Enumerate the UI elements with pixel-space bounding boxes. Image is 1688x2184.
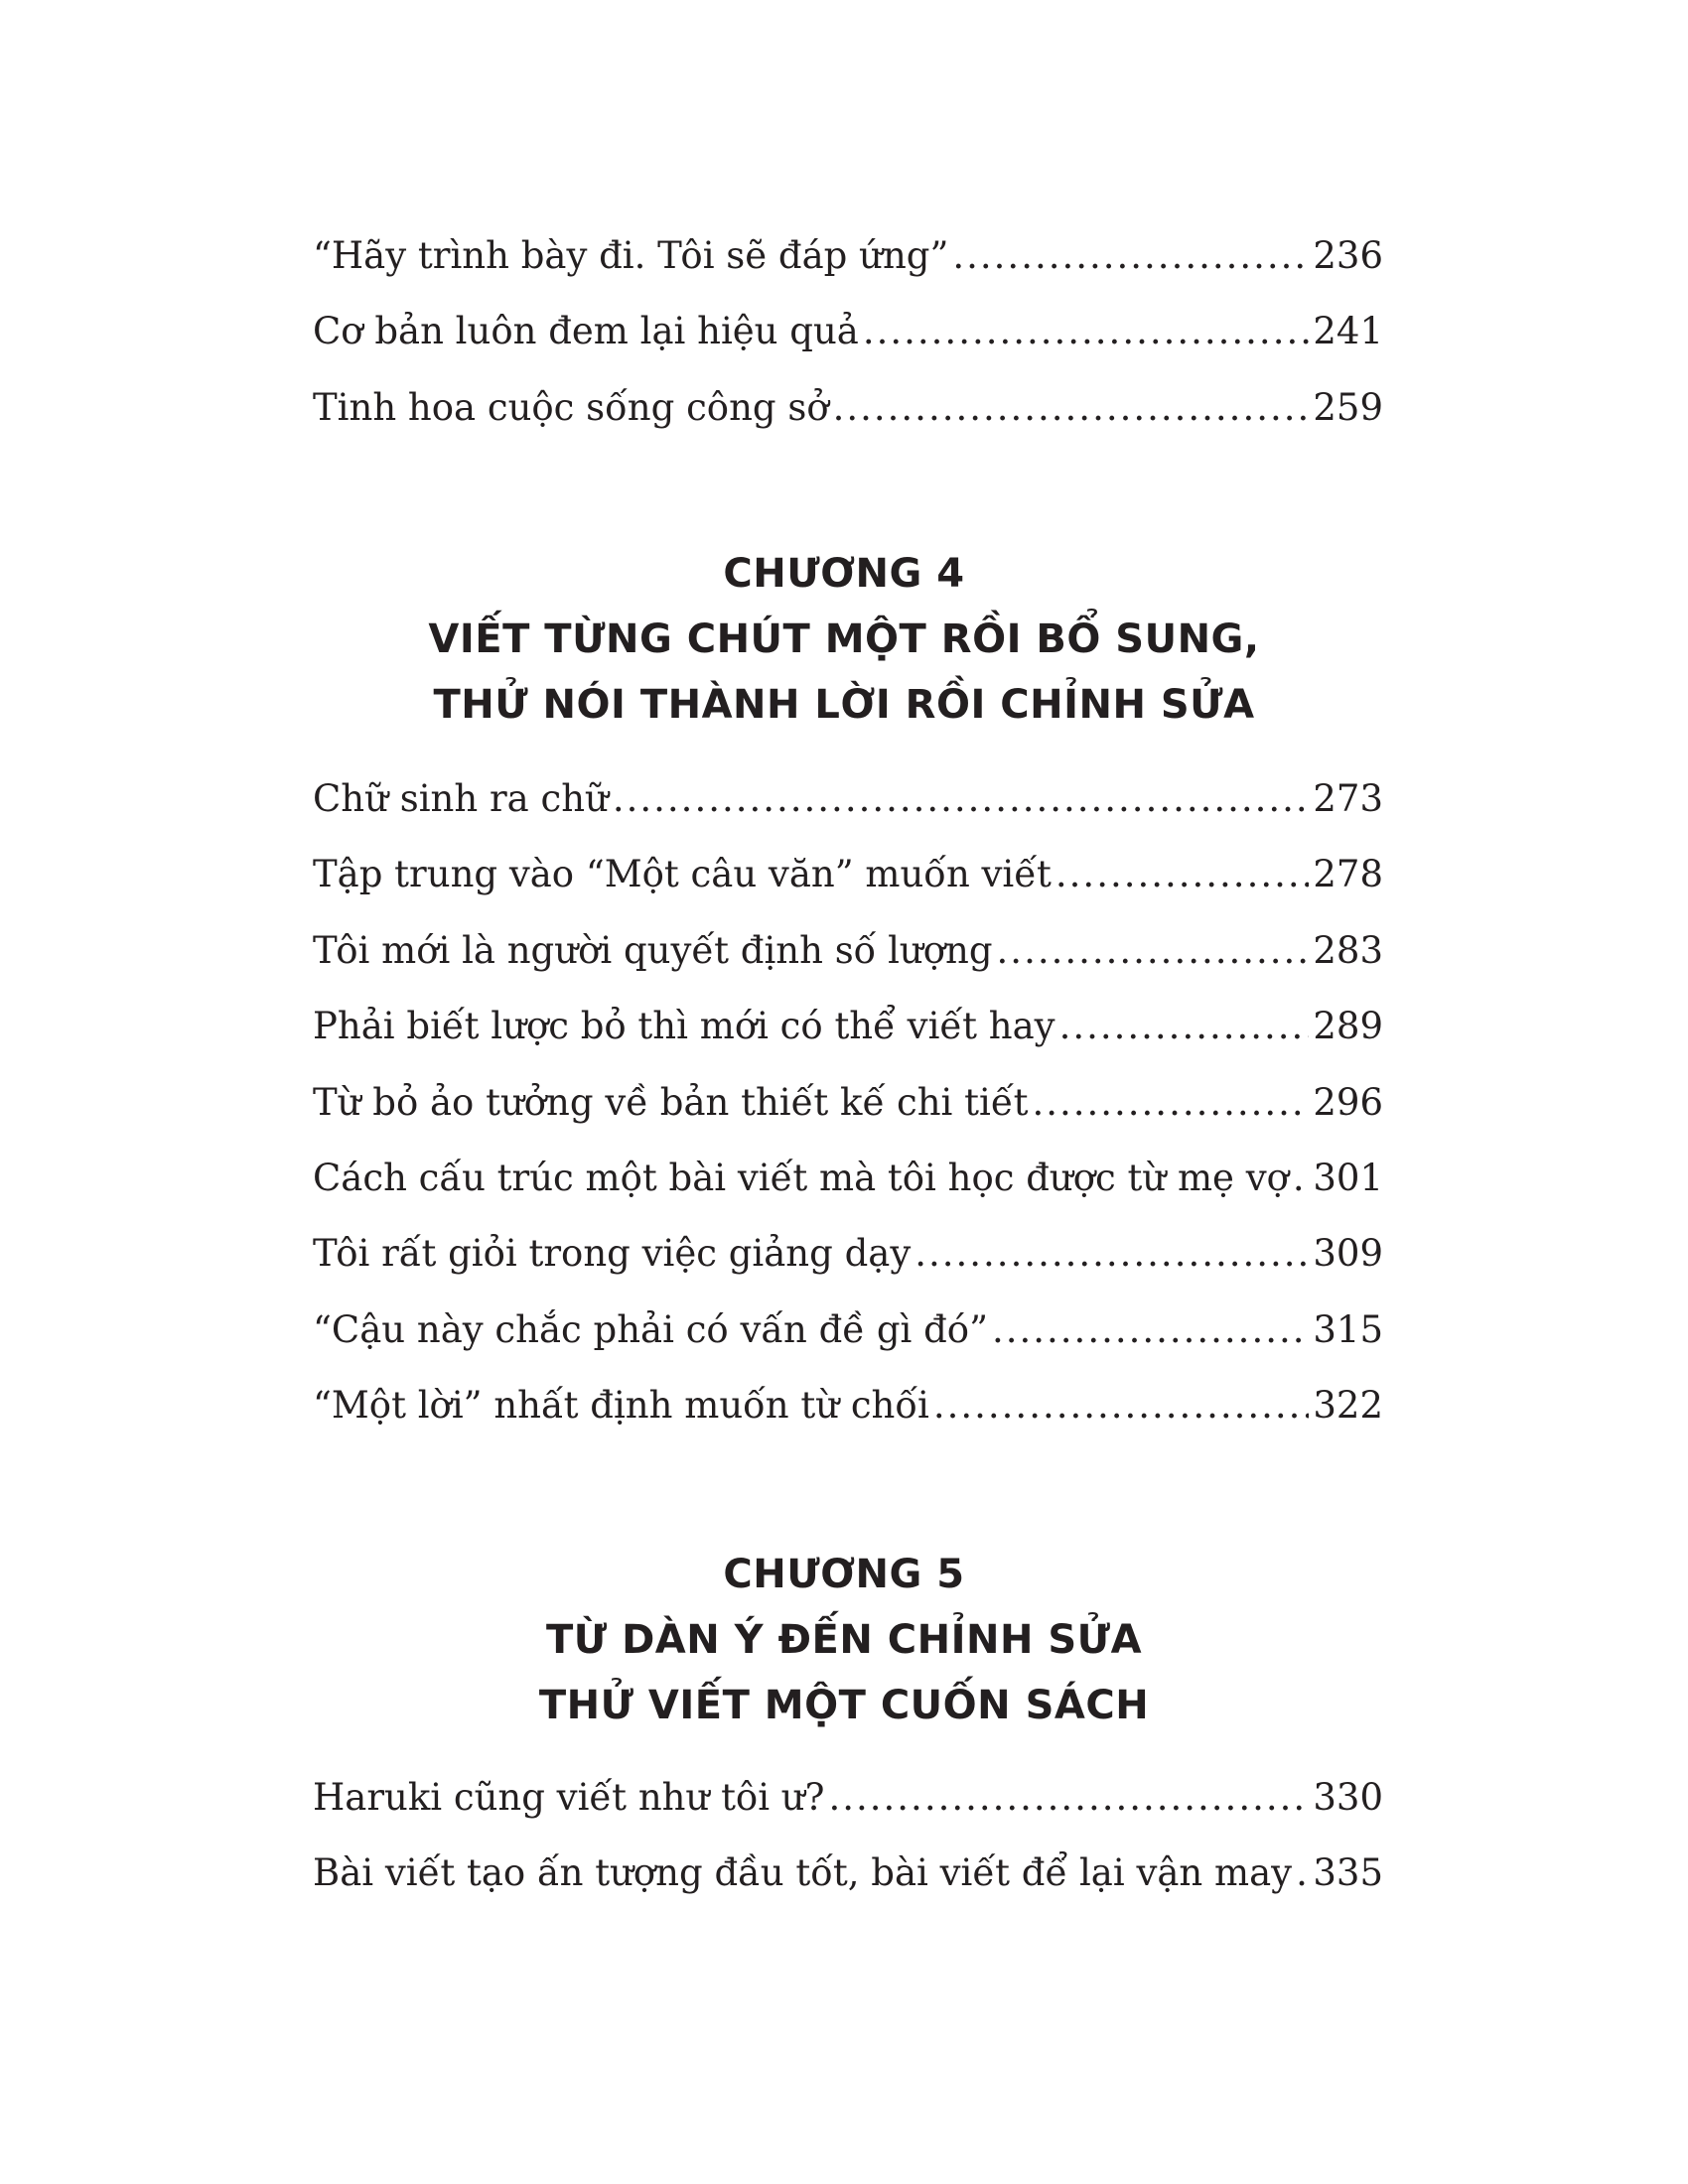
- toc-entry-title: Cách cấu trúc một bài viết mà tôi học được từ mẹ vợ: [313, 1156, 1289, 1199]
- dot-leader: [914, 1232, 1309, 1275]
- toc-entry-title: Tập trung vào “Một câu văn” muốn viết: [313, 853, 1052, 896]
- toc-entry-page: 322: [1313, 1384, 1383, 1428]
- toc-entry[interactable]: [313, 1851, 1383, 1927]
- toc-entry-title: Haruki cũng viết như tôi ư?: [313, 1776, 825, 1819]
- toc-entry-page: 309: [1313, 1232, 1383, 1276]
- toc-entry[interactable]: [313, 1384, 1383, 1459]
- toc-entry[interactable]: [313, 777, 1383, 853]
- chapter-5-label: CHƯƠNG 5: [723, 1552, 965, 1597]
- dot-leader: [1059, 1005, 1310, 1047]
- toc-entry-title: Bài viết tạo ấn tượng đầu tốt, bài viết để lại vận may: [313, 1851, 1293, 1895]
- toc-entry-page: 283: [1313, 928, 1383, 972]
- toc-chapter-5-entries: [313, 1776, 1383, 1928]
- toc-entry[interactable]: [313, 929, 1383, 1005]
- toc-entry-title: Phải biết lược bỏ thì mới có thể viết hay: [313, 1005, 1055, 1048]
- toc-entry-page: 241: [1313, 310, 1383, 353]
- toc-entry-page: 335: [1313, 1851, 1383, 1895]
- dot-leader: [613, 777, 1310, 820]
- toc-entry-title: “Hãy trình bày đi. Tôi sẽ đáp ứng”: [313, 234, 949, 277]
- toc-entry-page: 301: [1313, 1156, 1383, 1199]
- toc-entry[interactable]: [313, 853, 1383, 928]
- toc-chapter-4-entries: [313, 777, 1383, 1460]
- toc-entry-page: 296: [1313, 1080, 1383, 1124]
- toc-entry[interactable]: [313, 310, 1383, 385]
- dot-leader: [1032, 1081, 1309, 1124]
- chapter-4-heading: [0, 541, 1688, 738]
- toc-entry[interactable]: [313, 1157, 1383, 1232]
- toc-entry[interactable]: [313, 1232, 1383, 1307]
- toc-entry-title: Cơ bản luôn đem lại hiệu quả: [313, 310, 859, 353]
- toc-entry-title: Tôi rất giỏi trong việc giảng dạy: [313, 1232, 912, 1276]
- chapter-5-title-line-2: THỬ VIẾT MỘT CUỐN SÁCH: [538, 1683, 1150, 1728]
- dot-leader: [1055, 853, 1309, 895]
- dot-leader: [833, 386, 1310, 429]
- toc-entry[interactable]: [313, 234, 1383, 310]
- toc-entry-title: Tinh hoa cuộc sống công sở: [313, 385, 829, 429]
- dot-leader: [933, 1384, 1310, 1427]
- chapter-4-title-line-1: VIẾT TỪNG CHÚT MỘT RỒI BỔ SUNG,: [428, 616, 1260, 662]
- toc-entry-page: 330: [1313, 1776, 1383, 1819]
- toc-section-top: [313, 234, 1383, 462]
- toc-entry-title: “Một lời” nhất định muốn từ chối: [313, 1384, 929, 1428]
- dot-leader: [997, 929, 1310, 972]
- chapter-4-title-line-2: THỬ NÓI THÀNH LỜI RỒI CHỈNH SỬA: [433, 682, 1255, 728]
- toc-entry-page: 236: [1313, 234, 1383, 277]
- toc-entry[interactable]: [313, 1005, 1383, 1080]
- toc-entry-title: Tôi mới là người quyết định số lượng: [313, 928, 993, 972]
- toc-entry-page: 289: [1313, 1005, 1383, 1048]
- toc-entry-page: 259: [1313, 385, 1383, 429]
- dot-leader: [992, 1308, 1309, 1351]
- toc-entry[interactable]: [313, 1081, 1383, 1157]
- dot-leader: [952, 234, 1309, 277]
- dot-leader: [1296, 1851, 1309, 1894]
- toc-entry-title: “Cậu này chắc phải có vấn đề gì đó”: [313, 1307, 988, 1351]
- dot-leader: [863, 310, 1310, 352]
- toc-entry-page: 278: [1313, 853, 1383, 896]
- toc-entry[interactable]: [313, 386, 1383, 462]
- dot-leader: [828, 1776, 1309, 1819]
- chapter-4-label: CHƯƠNG 4: [723, 551, 965, 597]
- toc-entry[interactable]: [313, 1776, 1383, 1851]
- chapter-5-title-line-1: TỪ DÀN Ý ĐẾN CHỈNH SỬA: [545, 1617, 1143, 1663]
- toc-entry-page: 273: [1313, 777, 1383, 820]
- toc-entry-title: Chữ sinh ra chữ: [313, 777, 609, 820]
- toc-entry[interactable]: [313, 1308, 1383, 1384]
- toc-entry-page: 315: [1313, 1307, 1383, 1351]
- dot-leader: [1293, 1157, 1309, 1199]
- chapter-5-heading: [0, 1542, 1688, 1738]
- toc-entry-title: Từ bỏ ảo tưởng về bản thiết kế chi tiết: [313, 1080, 1029, 1124]
